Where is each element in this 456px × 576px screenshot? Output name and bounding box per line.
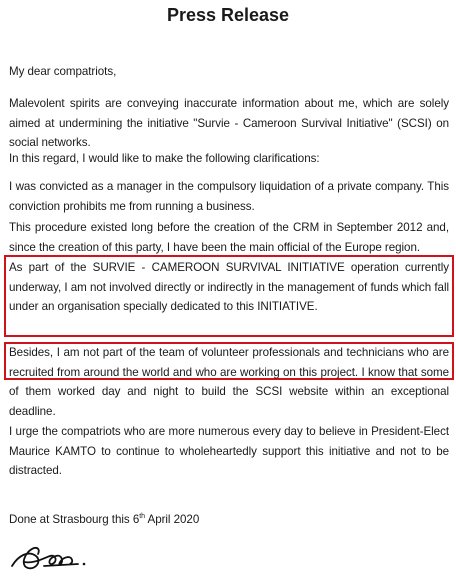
paragraph-volunteer-team: Besides, I am not part of the team of volunteer professionals and technicians who are recruited from around the world and who are working on this project. I know that some of them worked day and night to build the SCSI website within an exceptional deadline. (9, 346, 449, 418)
page-title: Press Release (166, 5, 290, 25)
paragraph-funds-management: As part of the SURVIE - CAMEROON SURVIVAL INITIATIVE operation currently underway, I am not involved directly or indirectly in the management of funds which fall under an organisation specially dedicated to this INITIATIVE. (9, 261, 449, 314)
closing-ordinal: th (139, 513, 145, 521)
closing-date-line (9, 510, 449, 530)
closing-suffix: April 2020 (144, 513, 200, 526)
paragraph-support-kamto: I urge the compatriots who are more numerous every day to believe in President-Elect Maurice KAMTO to continue to wholeheartedly support this initiative and not to be distracted. (9, 425, 449, 478)
paragraph-clarifications-intro: In this regard, I would like to make the following clarifications: (9, 152, 320, 165)
paragraph-crm-history: This procedure existed long before the creation of the CRM in September 2012 and, since the creation of this party, I have been the main official of the Europe region. (9, 221, 449, 254)
paragraph-conviction: I was convicted as a manager in the compulsory liquidation of a private company. This conviction prohibits me from running a business. (9, 180, 449, 213)
handwritten-signature (8, 540, 94, 572)
closing-prefix: Done at Strasbourg this 6 (9, 513, 140, 526)
paragraph-malevolent-spirits: Malevolent spirits are conveying inaccurate information about me, which are solely aimed at undermining the initiative "Survie - Cameroon Survival Initiative" (SCSI) on social networks. (9, 97, 449, 150)
salutation: My dear compatriots, (9, 65, 117, 78)
